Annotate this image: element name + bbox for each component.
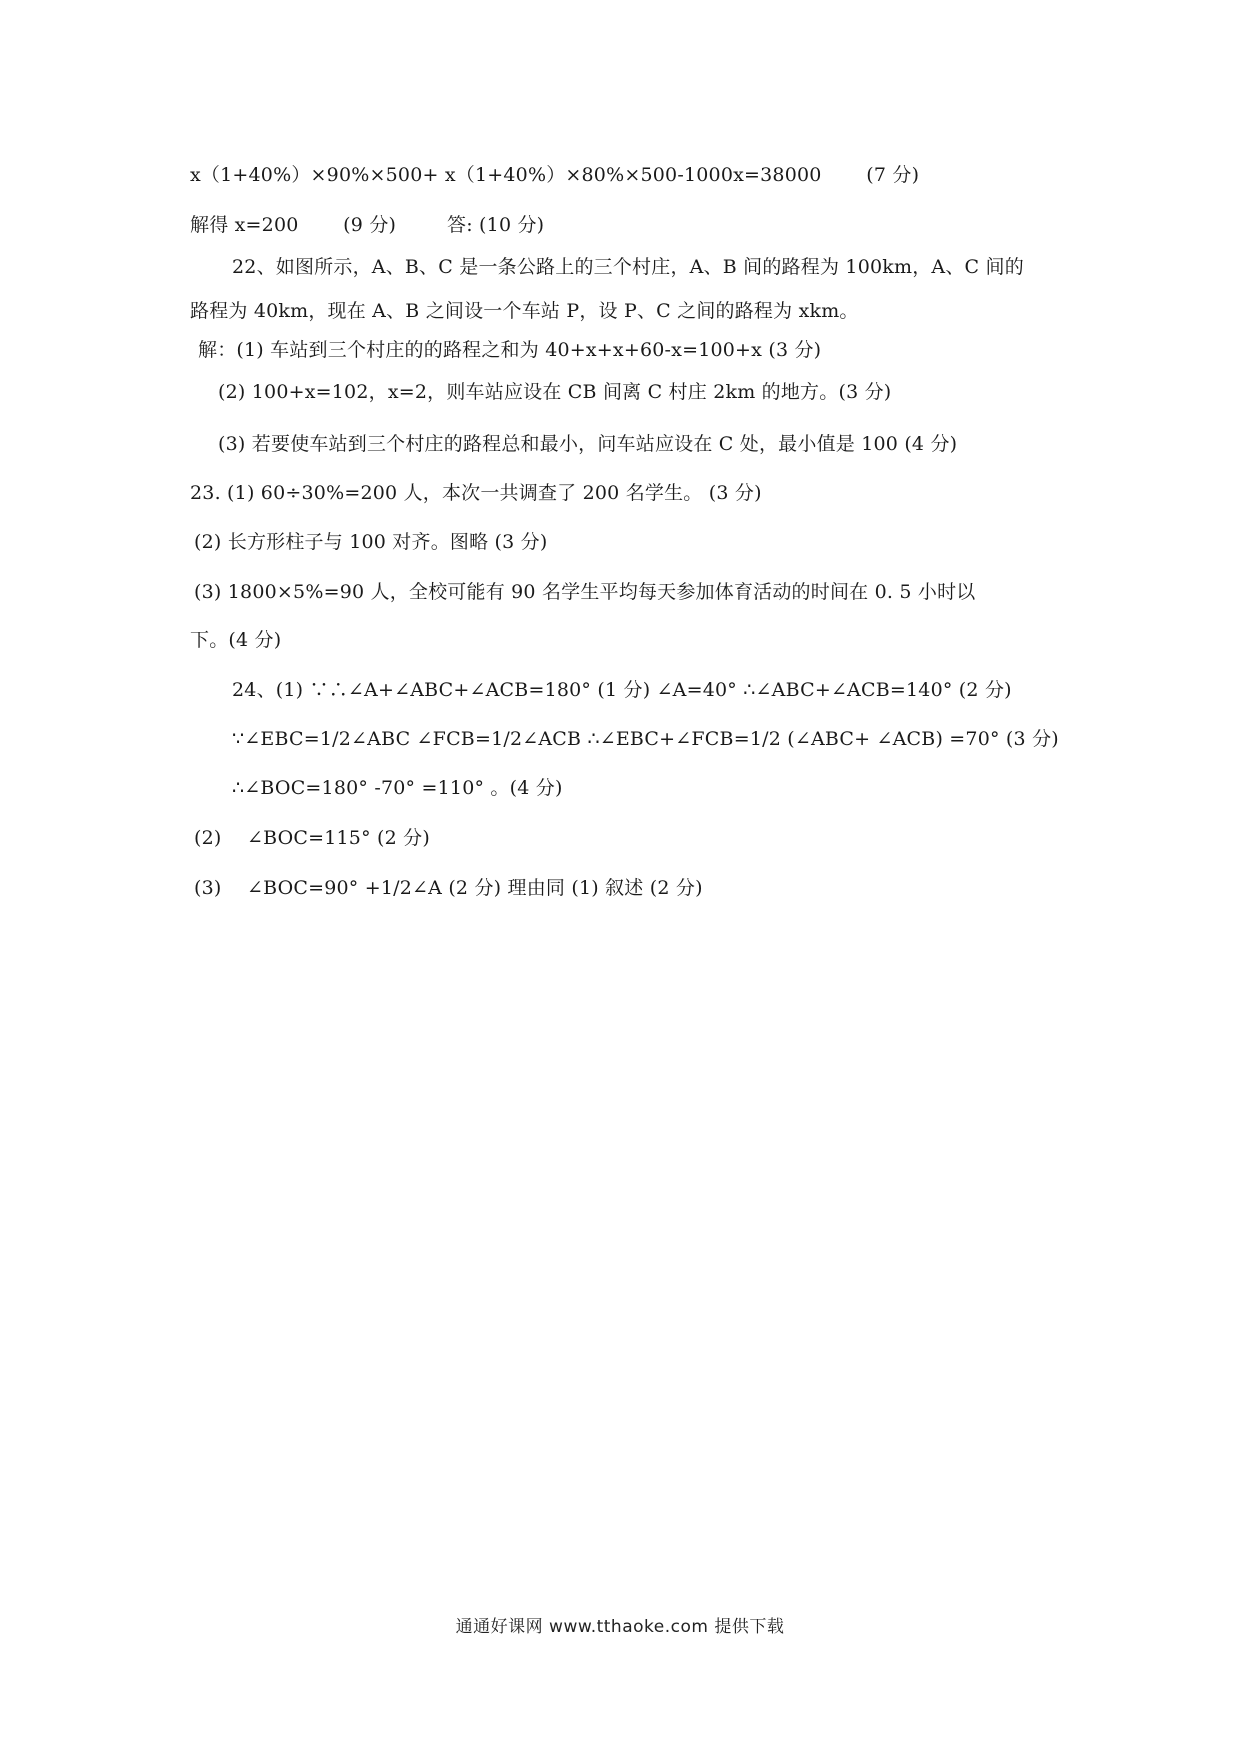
answer-24-part-1-line-3: ∴∠BOC=180° -70° =110° 。(4 分): [232, 777, 563, 799]
question-22-line-2: 路程为 40km，现在 A、B 之间设一个车站 P，设 P、C 之间的路程为 xkm。: [190, 300, 859, 322]
answer-23-part-2: (2) 长方形柱子与 100 对齐。图略 (3 分): [194, 531, 548, 553]
answer-23-part-1: 23. (1) 60÷30%=200 人，本次一共调查了 200 名学生。 (3 分): [190, 482, 762, 504]
equation-line: x（1+40%）×90%×500+ x（1+40%）×80%×500-1000x=38000 (7 分): [190, 164, 920, 186]
answer-24-part-1-line-2: ∵∠EBC=1/2∠ABC ∠FCB=1/2∠ACB ∴∠EBC+∠FCB=1/2 (∠ABC+ ∠ACB) =70° (3 分): [232, 728, 1059, 750]
question-22-line-1: 22、如图所示，A、B、C 是一条公路上的三个村庄，A、B 间的路程为 100km，A、C 间的: [232, 256, 1024, 278]
answer-23-part-3-line-2: 下。(4 分): [190, 629, 282, 651]
answer-22-part-1: 解：(1) 车站到三个村庄的的路程之和为 40+x+x+60-x=100+x (3 分): [198, 339, 822, 361]
answer-22-part-3: (3) 若要使车站到三个村庄的路程总和最小，问车站应设在 C 处，最小值是 100 (4 分): [218, 433, 958, 455]
answer-24-part-2: (2) ∠BOC=115° (2 分): [194, 827, 430, 849]
answer-23-part-3-line-1: (3) 1800×5%=90 人，全校可能有 90 名学生平均每天参加体育活动的时间在 0. 5 小时以: [194, 581, 976, 603]
answer-22-part-2: (2) 100+x=102，x=2，则车站应设在 CB 间离 C 村庄 2km 的地方。(3 分): [218, 381, 892, 403]
solution-line: 解得 x=200 (9 分) 答: (10 分): [190, 214, 545, 236]
answer-24-part-3: (3) ∠BOC=90° +1/2∠A (2 分) 理由同 (1) 叙述 (2 分): [194, 877, 703, 899]
footer-source: 通通好课网 www.tthaoke.com 提供下载: [455, 1617, 785, 1637]
answer-24-part-1-line-1: 24、(1) ∵∴∠A+∠ABC+∠ACB=180° (1 分) ∠A=40° ∴∠ABC+∠ACB=140° (2 分): [232, 679, 1012, 701]
